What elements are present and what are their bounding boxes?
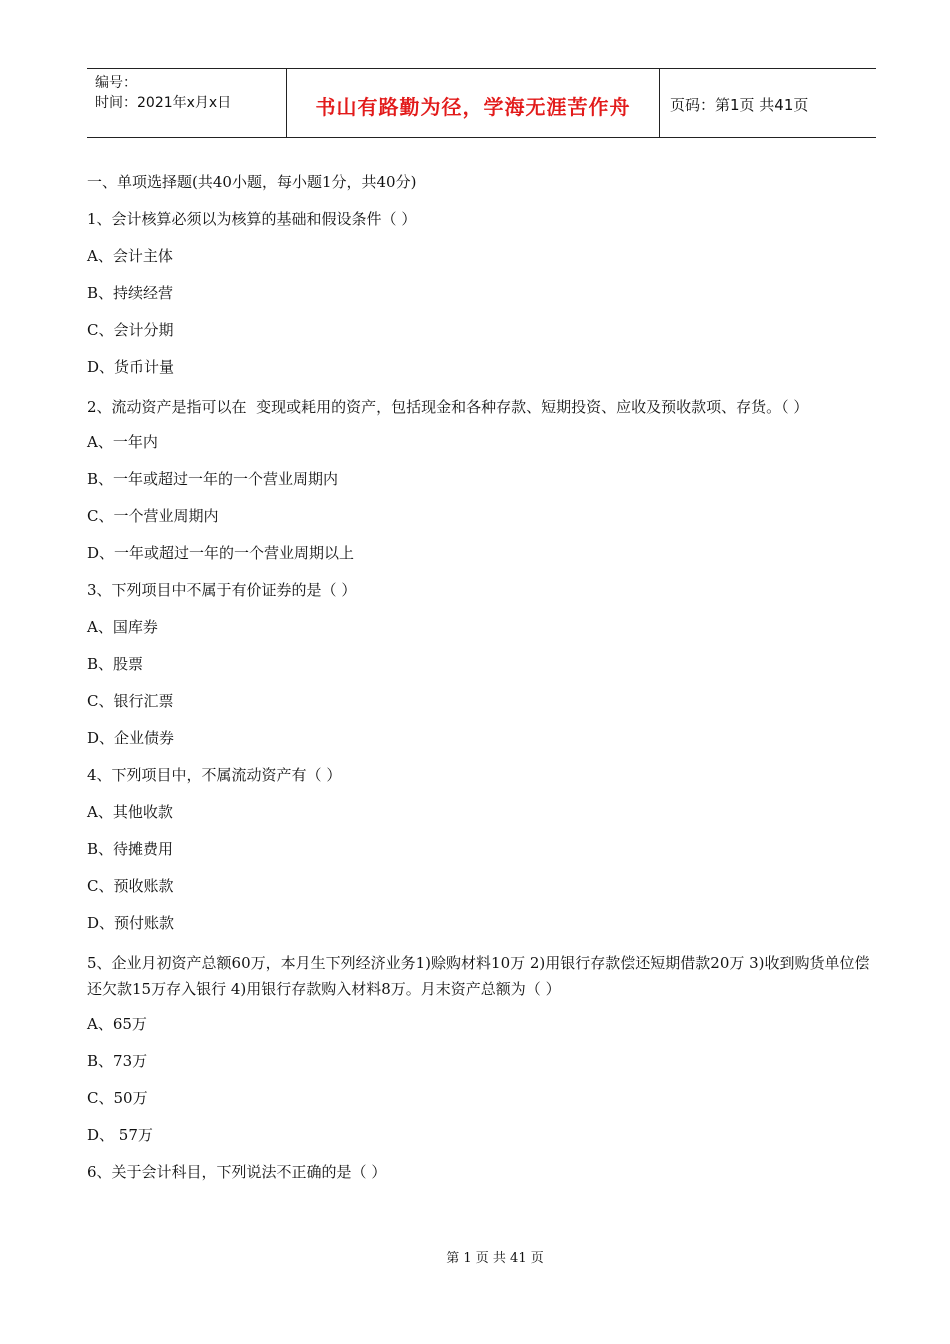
- option-c: C、50万: [87, 1089, 148, 1107]
- question-3: [87, 580, 879, 749]
- document-number: 编号：: [95, 75, 137, 91]
- option-d: D、企业债券: [87, 729, 175, 747]
- option-c: C、一个营业周期内: [87, 507, 219, 525]
- question-stem: 4、下列项目中，不属流动资产有（ ）: [87, 766, 342, 784]
- option-d: D、货币计量: [87, 358, 175, 376]
- exam-content: [87, 172, 879, 1199]
- option-d: D、一年或超过一年的一个营业周期以上: [87, 544, 355, 562]
- option-c: C、银行汇票: [87, 692, 174, 710]
- page-header: [87, 68, 876, 138]
- option-a: A、一年内: [87, 433, 158, 451]
- option-a: A、65万: [87, 1015, 147, 1033]
- option-b: B、待摊费用: [87, 840, 174, 858]
- question-stem: 3、下列项目中不属于有价证券的是（ ）: [87, 581, 357, 599]
- option-b: B、股票: [87, 655, 144, 673]
- option-c: C、预收账款: [87, 877, 174, 895]
- option-a: A、其他收款: [87, 803, 173, 821]
- question-2: [87, 394, 879, 564]
- question-5: [87, 950, 879, 1146]
- option-b: B、持续经营: [87, 284, 174, 302]
- option-a: A、国库券: [87, 618, 158, 636]
- question-6: [87, 1162, 879, 1183]
- question-stem: 1、会计核算必须以为核算的基础和假设条件（ ）: [87, 210, 417, 228]
- option-d: D、 57万: [87, 1126, 153, 1144]
- question-4: [87, 765, 879, 934]
- option-a: A、会计主体: [87, 247, 173, 265]
- header-left-cell: [87, 69, 287, 137]
- option-b: B、73万: [87, 1052, 148, 1070]
- page-footer: 第 1 页 共 41 页: [446, 1251, 544, 1266]
- document-time: 时间：2021年x月x日: [95, 95, 232, 111]
- question-stem: 6、关于会计科目，下列说法不正确的是（ ）: [87, 1163, 387, 1181]
- option-c: C、会计分期: [87, 321, 174, 339]
- question-stem: 5、企业月初资产总额60万，本月生下列经济业务1)赊购材料10万 2)用银行存款偿还短期借款20万 3)收到购货单位偿还欠款15万存入银行 4)用银行存款购入材料8万。月末资产总额为（ ）: [87, 954, 870, 998]
- question-1: [87, 209, 879, 378]
- question-stem: 2、流动资产是指可以在 变现或耗用的资产，包括现金和各种存款、短期投资、应收及预收款项、存货。（ ）: [87, 398, 809, 416]
- option-b: B、一年或超过一年的一个营业周期内: [87, 470, 339, 488]
- header-page-info: 页码：第1页 共41页: [670, 95, 809, 114]
- section-title: 一、单项选择题(共40小题，每小题1分，共40分): [87, 173, 417, 191]
- header-motto: 书山有路勤为径，学海无涯苦作舟: [287, 69, 660, 137]
- option-d: D、预付账款: [87, 914, 175, 932]
